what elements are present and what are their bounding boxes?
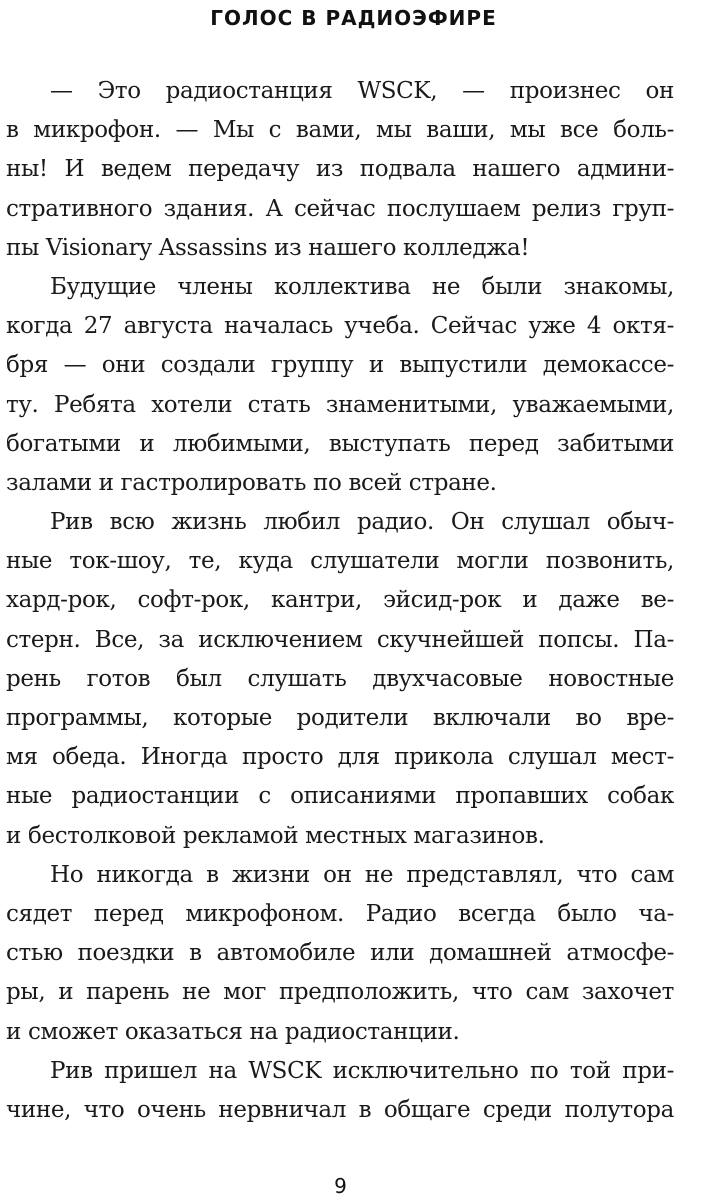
text-line: чине, что очень нервничал в общаге среди полутора [6, 1096, 674, 1123]
text-line: ту. Ребята хотели стать знаменитыми, уважаемыми, [6, 391, 674, 418]
text-line: когда 27 августа началась учеба. Сейчас уже 4 октя- [6, 313, 674, 340]
text-line: залами и гастролировать по всей стране. [6, 469, 497, 496]
text-line: Но никогда в жизни он не представлял, что сам [50, 861, 674, 888]
text-line: программы, которые родители включали во вре- [6, 705, 674, 731]
text-line: стративного здания. А сейчас послушаем релиз груп- [6, 195, 674, 222]
text-line: ры, и парень не мог предположить, что сам захочет [6, 979, 674, 1006]
text-line: бря — они создали группу и выпустили демокассе- [6, 352, 674, 379]
text-line: стью поездки в автомобиле или домашней атмосфе- [6, 940, 674, 967]
text-line: и бестолковой рекламой местных магазинов. [6, 822, 545, 849]
text-line: ны! И ведем передачу из подвала нашего админи- [6, 156, 674, 183]
text-line: Рив пришел на WSCK исключительно по той при- [50, 1057, 674, 1084]
running-head: ГОЛОС В РАДИОЭФИРЕ [210, 6, 497, 30]
text-line: стерн. Все, за исключением скучнейшей попсы. Па- [6, 626, 674, 653]
text-line: мя обеда. Иногда просто для прикола слушал мест- [6, 744, 674, 771]
text-line: в микрофон. — Мы с вами, мы ваши, мы все боль- [6, 117, 674, 144]
text-line: и сможет оказаться на радиостанции. [6, 1018, 460, 1045]
text-line: Рив всю жизнь любил радио. Он слушал обыч- [50, 509, 674, 536]
text-line: рень готов был слушать двухчасовые новостные [6, 665, 674, 692]
body-text [6, 72, 674, 1130]
text-line: сядет перед микрофоном. Радио всегда было ча- [6, 900, 674, 927]
text-line: — Это радиостанция WSCK, — произнес он [50, 78, 674, 104]
text-line: пы Visionary Assassins из нашего колледжа! [6, 234, 530, 261]
text-line: ные ток-шоу, те, куда слушатели могли позвонить, [6, 548, 674, 575]
text-line: хард-рок, софт-рок, кантри, эйсид-рок и даже ве- [6, 587, 674, 614]
text-line: богатыми и любимыми, выступать перед забитыми [6, 430, 674, 457]
text-line: Будущие члены коллектива не были знакомы, [50, 273, 674, 300]
page-number: 9 [334, 1174, 347, 1198]
text-line: ные радиостанции с описаниями пропавших собак [6, 783, 674, 810]
